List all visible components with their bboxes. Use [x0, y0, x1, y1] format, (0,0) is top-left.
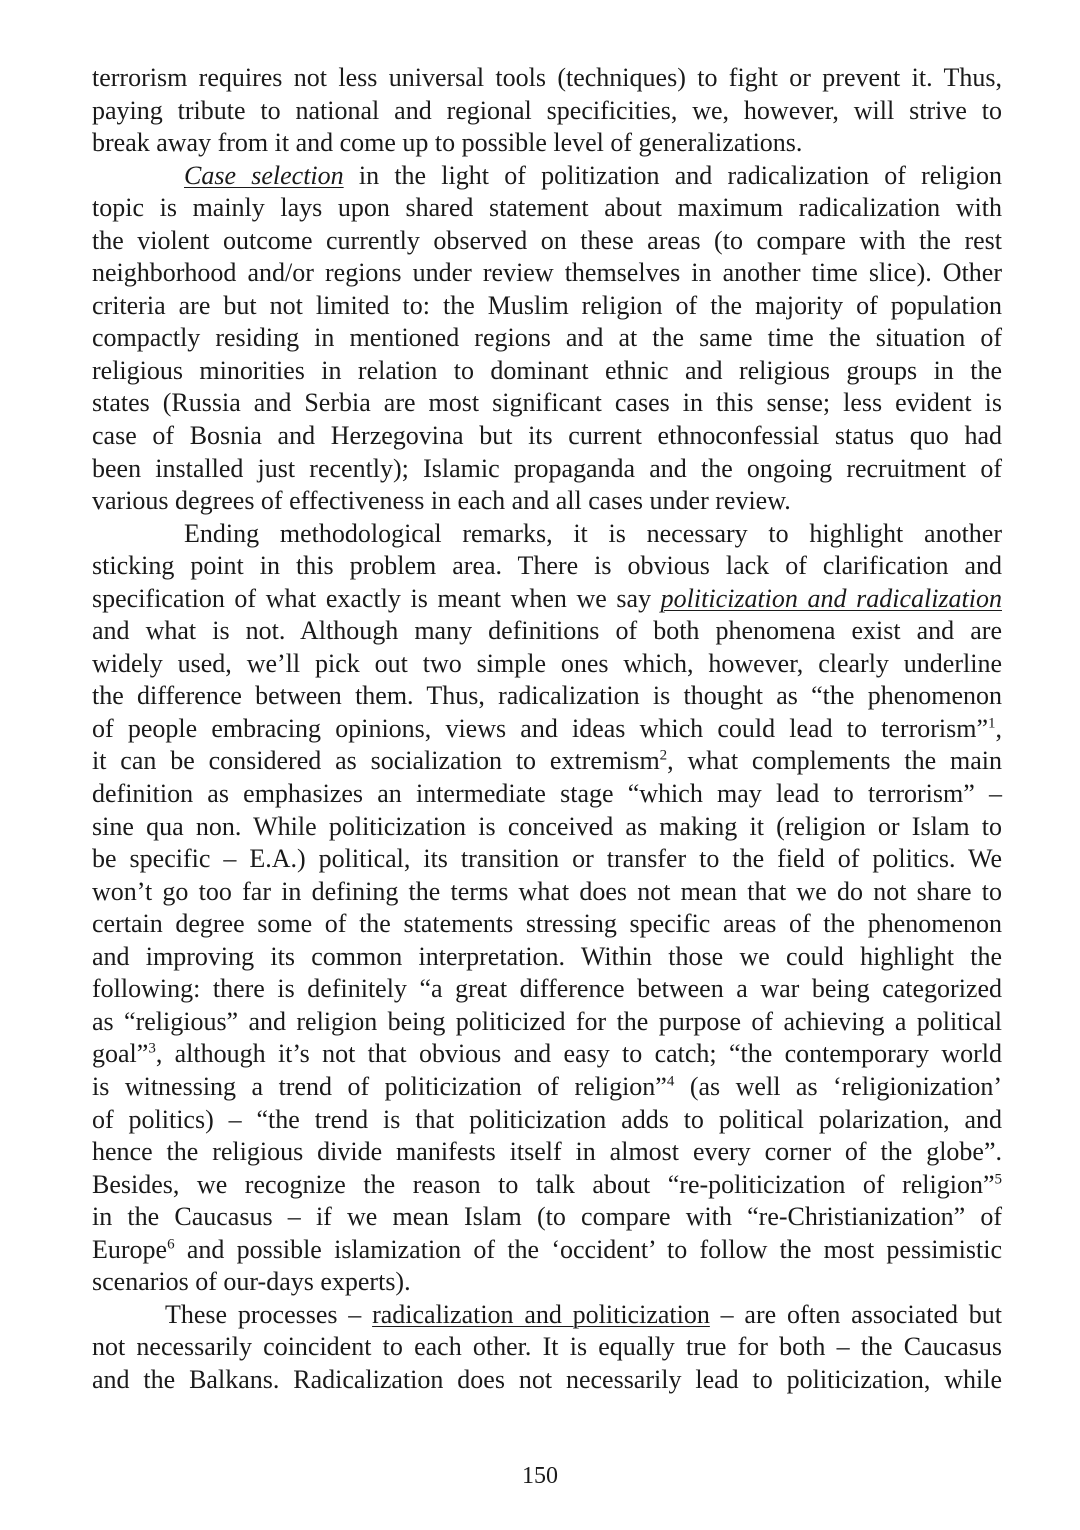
text-line — [92, 1201, 1002, 1234]
paragraph — [92, 518, 1002, 1299]
text-line — [92, 1234, 1002, 1267]
paragraph — [92, 1299, 1002, 1397]
text-line — [92, 160, 1002, 193]
text-segment: , although it’s not that obvious and easy to catch; “the contemporary world — [155, 1039, 1002, 1069]
text-segment: following: there is definitely “a great difference between a war being categorized — [92, 974, 1002, 1004]
text-segment: and what is not. Although many definitions of both phenomena exist and are — [92, 616, 1002, 646]
text-segment: paying tribute to national and regional specificities, we, however, will strive to — [92, 95, 1002, 125]
text-segment: certain degree some of the statements stressing specific areas of the phenomenon — [92, 909, 1002, 939]
text-segment: been installed just recently); Islamic propaganda and the ongoing recruitment of — [92, 453, 1002, 483]
text-line — [92, 973, 1002, 1006]
page-number: 150 — [522, 1463, 558, 1489]
footnote-reference: 5 — [994, 1170, 1002, 1187]
text-line — [92, 648, 1002, 681]
text-segment: sticking point in this problem area. There is obvious lack of clarification and — [92, 551, 1002, 581]
text-segment: Ending methodological remarks, it is necessary to highlight another — [184, 518, 1002, 548]
paragraph — [92, 62, 1002, 160]
text-line — [92, 843, 1002, 876]
text-segment: various degrees of effectiveness in each and all cases under review. — [92, 486, 791, 516]
text-line — [92, 1266, 1002, 1299]
emphasized-text: Case selection — [184, 160, 344, 190]
text-line — [92, 778, 1002, 811]
text-segment: widely used, we’ll pick out two simple ones which, however, clearly underline — [92, 648, 1002, 678]
footnote-reference: 4 — [666, 1073, 675, 1090]
text-segment: is witnessing a trend of politicization of religion” — [92, 1071, 667, 1101]
text-segment: and the Balkans. Radicalization does not necessarily lead to politicization, while — [92, 1364, 1002, 1394]
text-line — [92, 745, 1002, 778]
text-line — [92, 355, 1002, 388]
text-line — [92, 453, 1002, 486]
footnote-reference: 6 — [167, 1236, 175, 1253]
text-segment: and possible islamization of the ‘occident’ to follow the most pessimistic — [174, 1234, 1002, 1264]
text-segment: hence the religious divide manifests itself in almost every corner of the globe”. — [92, 1137, 1002, 1167]
page-body — [92, 62, 1002, 1396]
text-segment: religious minorities in relation to dominant ethnic and religious groups in the — [92, 355, 1002, 385]
text-line — [92, 908, 1002, 941]
text-segment: scenarios of our-days experts). — [92, 1267, 411, 1297]
text-segment: , — [995, 713, 1002, 743]
text-line — [92, 518, 1002, 551]
text-segment: and improving its common interpretation. Within those we could highlight the — [92, 941, 1002, 971]
text-line — [92, 290, 1002, 323]
text-segment: neighborhood and/or regions under review themselves in another time slice). Other — [92, 258, 1002, 288]
text-segment: of politics) – “the trend is that politicization adds to political polarization, and — [92, 1104, 1002, 1134]
text-segment: specification of what exactly is meant when we say — [92, 583, 661, 613]
text-segment: not necessarily coincident to each other. It is equally true for both – the Caucasus — [92, 1332, 1002, 1362]
text-segment: goal” — [92, 1039, 149, 1069]
footnote-reference: 1 — [988, 715, 996, 732]
text-segment: (as well as ‘religionization’ — [674, 1071, 1002, 1101]
text-segment: won’t go too far in defining the terms what does not mean that we do not share to — [92, 876, 1002, 906]
text-line — [92, 876, 1002, 909]
text-segment: definition as emphasizes an intermediate stage “which may lead to terrorism” – — [92, 779, 1002, 809]
text-line — [92, 615, 1002, 648]
text-segment: – are often associated but — [709, 1299, 1003, 1329]
text-segment: break away from it and come up to possible level of generalizations. — [92, 128, 803, 158]
text-segment: of people embracing opinions, views and ideas which could lead to terrorism” — [92, 713, 988, 743]
text-segment: be specific – E.A.) political, its transition or transfer to the field of politics. We — [92, 844, 1002, 874]
text-segment: in the light of politization and radicalization of religion — [343, 160, 1002, 190]
text-line — [92, 127, 1002, 160]
text-segment: compactly residing in mentioned regions and at the same time the situation of — [92, 323, 1002, 353]
text-line — [92, 387, 1002, 420]
text-segment: terrorism requires not less universal tools (techniques) to fight or prevent it. Thus, — [92, 63, 1002, 92]
footnote-reference: 2 — [659, 747, 668, 764]
footnote-reference: 3 — [148, 1040, 156, 1057]
emphasized-text: politicization and radicalization — [660, 583, 1002, 613]
text-line — [92, 1169, 1002, 1202]
text-segment: the difference between them. Thus, radicalization is thought as “the phenomenon — [92, 681, 1002, 711]
text-segment: case of Bosnia and Herzegovina but its current ethnoconfessial status quo had — [92, 421, 1002, 451]
text-line — [92, 713, 1002, 746]
text-line — [92, 192, 1002, 225]
text-line — [92, 1104, 1002, 1137]
text-line — [92, 1331, 1002, 1364]
text-segment: as “religious” and religion being politicized for the purpose of achieving a political — [92, 1006, 1002, 1036]
text-segment: These processes – — [165, 1299, 373, 1329]
text-line — [92, 1364, 1002, 1397]
text-segment: , what complements the main — [667, 746, 1002, 776]
text-segment: Europe — [92, 1234, 168, 1264]
text-line — [92, 257, 1002, 290]
text-segment: topic is mainly lays upon shared statement about maximum radicalization with — [92, 193, 1002, 223]
text-line — [92, 583, 1002, 616]
text-line — [92, 225, 1002, 258]
text-segment: in the Caucasus – if we mean Islam (to compare with “re-Christianization” of — [92, 1202, 1002, 1232]
paragraph — [92, 160, 1002, 518]
text-segment: Besides, we recognize the reason to talk about “re-politicization of religion” — [92, 1169, 995, 1199]
text-segment: states (Russia and Serbia are most significant cases in this sense; less evident is — [92, 388, 1002, 418]
text-segment: the violent outcome currently observed on these areas (to compare with the rest — [92, 225, 1002, 255]
text-line — [92, 322, 1002, 355]
text-line — [92, 1299, 1002, 1332]
text-line — [92, 1038, 1002, 1071]
text-line — [92, 1006, 1002, 1039]
text-line — [92, 1071, 1002, 1104]
text-line — [92, 811, 1002, 844]
text-line — [92, 95, 1002, 128]
text-segment: criteria are but not limited to: the Muslim religion of the majority of population — [92, 290, 1002, 320]
text-line — [92, 62, 1002, 95]
text-segment: it can be considered as socialization to extremism — [92, 746, 660, 776]
text-line — [92, 420, 1002, 453]
text-segment: sine qua non. While politicization is conceived as making it (religion or Islam to — [92, 811, 1002, 841]
text-line — [92, 1136, 1002, 1169]
text-line — [92, 941, 1002, 974]
text-line — [92, 680, 1002, 713]
emphasized-text: radicalization and politicization — [372, 1299, 710, 1329]
text-line — [92, 550, 1002, 583]
text-line — [92, 485, 1002, 518]
